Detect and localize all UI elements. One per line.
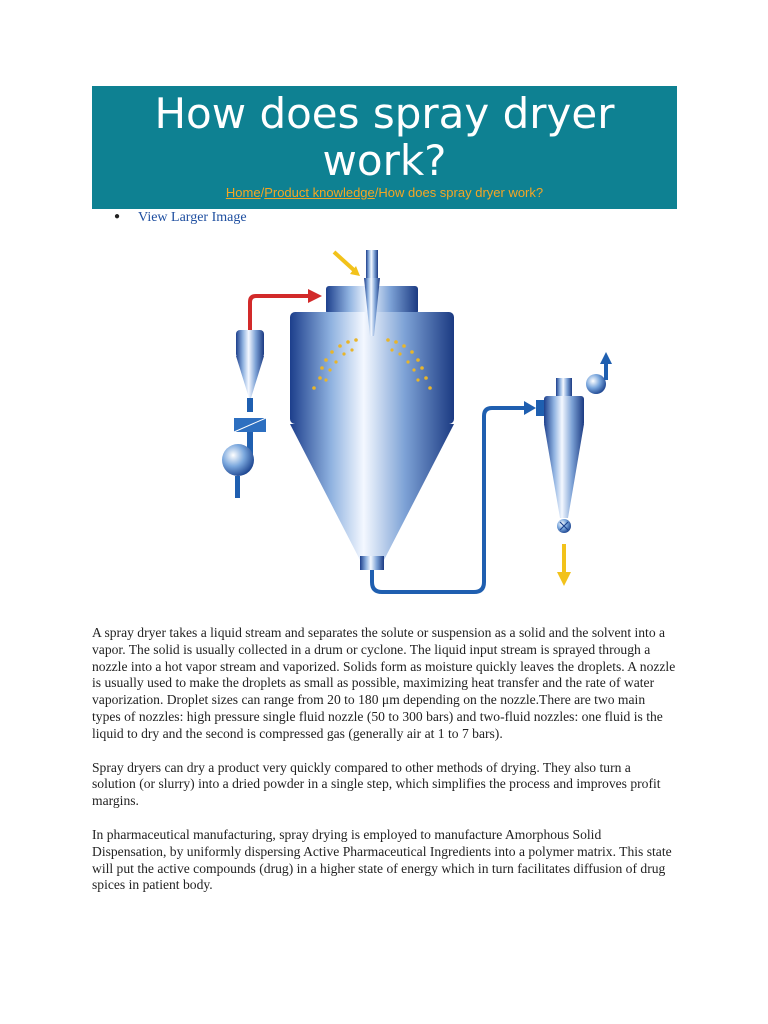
breadcrumb-separator: / xyxy=(374,185,379,200)
breadcrumb xyxy=(92,185,677,201)
paragraph: A spray dryer takes a liquid stream and separates the solute or suspension as a solid and the solvent into a vapor. The solid is usually collected in a drum or cyclone. The liquid input stream is sprayed through a nozzle into a hot vapor stream and vaporized. Solids form as moisture quickly leaves the droplets. A nozzle is usually used to make the droplets as small as possible, maximizing heat transfer and the rate of water vaporization. Droplet sizes can range from 20 to 180 μm depending on the nozzle.There are two main types of nozzles: high pressure single fluid nozzle (50 to 300 bars) and two-fluid nozzles: one fluid is the liquid to dry and the second is compressed gas (generally air at 1 to 7 bars). xyxy=(92,625,676,741)
page-title: How does spray dryer work? xyxy=(154,89,615,185)
hot-air-arrowhead-icon xyxy=(308,289,322,303)
exhaust-arrowhead-icon xyxy=(600,352,612,364)
breadcrumb-home-link[interactable]: Home xyxy=(225,185,261,200)
breadcrumb-category-link[interactable]: Product knowledge xyxy=(264,185,375,200)
title-banner xyxy=(92,86,677,209)
feed-arrow-icon xyxy=(334,252,356,272)
powder-arrowhead-icon xyxy=(557,572,571,586)
air-heater xyxy=(222,330,266,498)
bullet-icon: ● xyxy=(114,211,121,222)
article-body xyxy=(92,625,676,911)
paragraph: In pharmaceutical manufacturing, spray drying is employed to manufacture Amorphous Solid Dispensation, by uniformly dispersing Active Pharmaceutical Ingredients into a polymer matrix. This state will put the active compounds (drug) in a higher state of energy which in turn facilitates diffusion of drug spices in patient body. xyxy=(92,826,672,893)
paragraph: Spray dryers can dry a product very quickly compared to other methods of drying. They also turn a solution (or slurry) into a dried powder in a single step, which simplifies the process and improves profit margins. xyxy=(92,759,661,809)
view-larger-item xyxy=(114,210,247,226)
cyclone-separator xyxy=(536,374,606,533)
view-larger-image-link[interactable]: View Larger Image xyxy=(138,210,247,225)
spray-dryer-diagram xyxy=(196,240,626,600)
product-arrowhead-icon xyxy=(524,401,536,415)
breadcrumb-current: How does spray dryer work? xyxy=(378,185,544,200)
breadcrumb-separator: / xyxy=(260,185,265,200)
